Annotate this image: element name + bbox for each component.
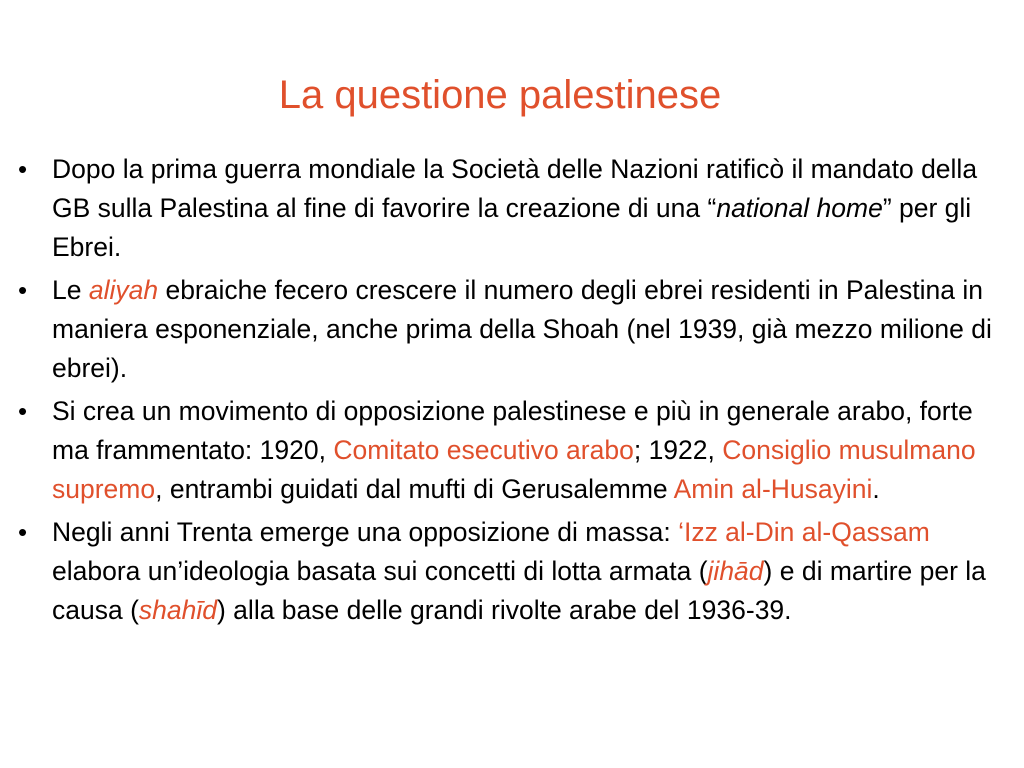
text-segment: ” per gli Ebrei. bbox=[52, 193, 972, 262]
bullet-item bbox=[18, 513, 993, 630]
text-segment: Dopo la prima guerra mondiale la Società delle Nazioni ratificò il mandato della GB sulla Palestina al fine di favorire la creazione di una “ bbox=[52, 154, 978, 223]
text-segment: Le bbox=[52, 275, 89, 305]
bullet-item bbox=[18, 150, 993, 267]
bullet-text bbox=[52, 396, 976, 504]
highlight-segment: jihād bbox=[707, 556, 764, 586]
text-segment: . bbox=[872, 474, 880, 504]
highlight-segment: Consiglio musulmano supremo bbox=[52, 435, 976, 504]
highlight-segment: Comitato esecutivo arabo bbox=[333, 435, 634, 465]
text-segment: elabora un’ideologia basata sui concetti di lotta armata ( bbox=[52, 556, 708, 586]
bullet-icon: • bbox=[18, 154, 28, 184]
bullet-list bbox=[18, 150, 993, 634]
italic-segment: national home bbox=[716, 193, 883, 223]
text-segment: ; 1922, bbox=[633, 435, 723, 465]
bullet-text bbox=[52, 154, 977, 262]
slide-title: La questione palestinese bbox=[278, 72, 722, 117]
text-segment: Si crea un movimento di opposizione palestinese e più in generale arabo, forte ma frammentato: 1920, bbox=[52, 396, 973, 465]
bullet-icon: • bbox=[18, 396, 28, 426]
text-segment: ) e di martire per la causa ( bbox=[52, 556, 986, 625]
highlight-segment: aliyah bbox=[88, 275, 159, 305]
bullet-icon: • bbox=[18, 275, 28, 305]
bullet-item bbox=[18, 392, 993, 509]
bullet-icon: • bbox=[18, 517, 28, 547]
text-segment: ) alla base delle grandi rivolte arabe del 1936-39. bbox=[217, 595, 792, 625]
highlight-segment: Amin al-Husayini bbox=[673, 474, 873, 504]
text-segment: , entrambi guidati dal mufti di Gerusalemme bbox=[155, 474, 674, 504]
highlight-segment: ‘Izz al-Din al-Qassam bbox=[678, 517, 930, 547]
highlight-segment: shahīd bbox=[138, 595, 217, 625]
text-segment: Negli anni Trenta emerge una opposizione di massa: bbox=[52, 517, 679, 547]
text-segment: ebraiche fecero crescere il numero degli ebrei residenti in Palestina in maniera esponenziale, anche prima della Shoah (nel 1939, già mezzo milione di ebrei). bbox=[52, 275, 992, 383]
bullet-text bbox=[52, 517, 986, 625]
bullet-item bbox=[18, 271, 993, 388]
bullet-text bbox=[52, 275, 992, 383]
